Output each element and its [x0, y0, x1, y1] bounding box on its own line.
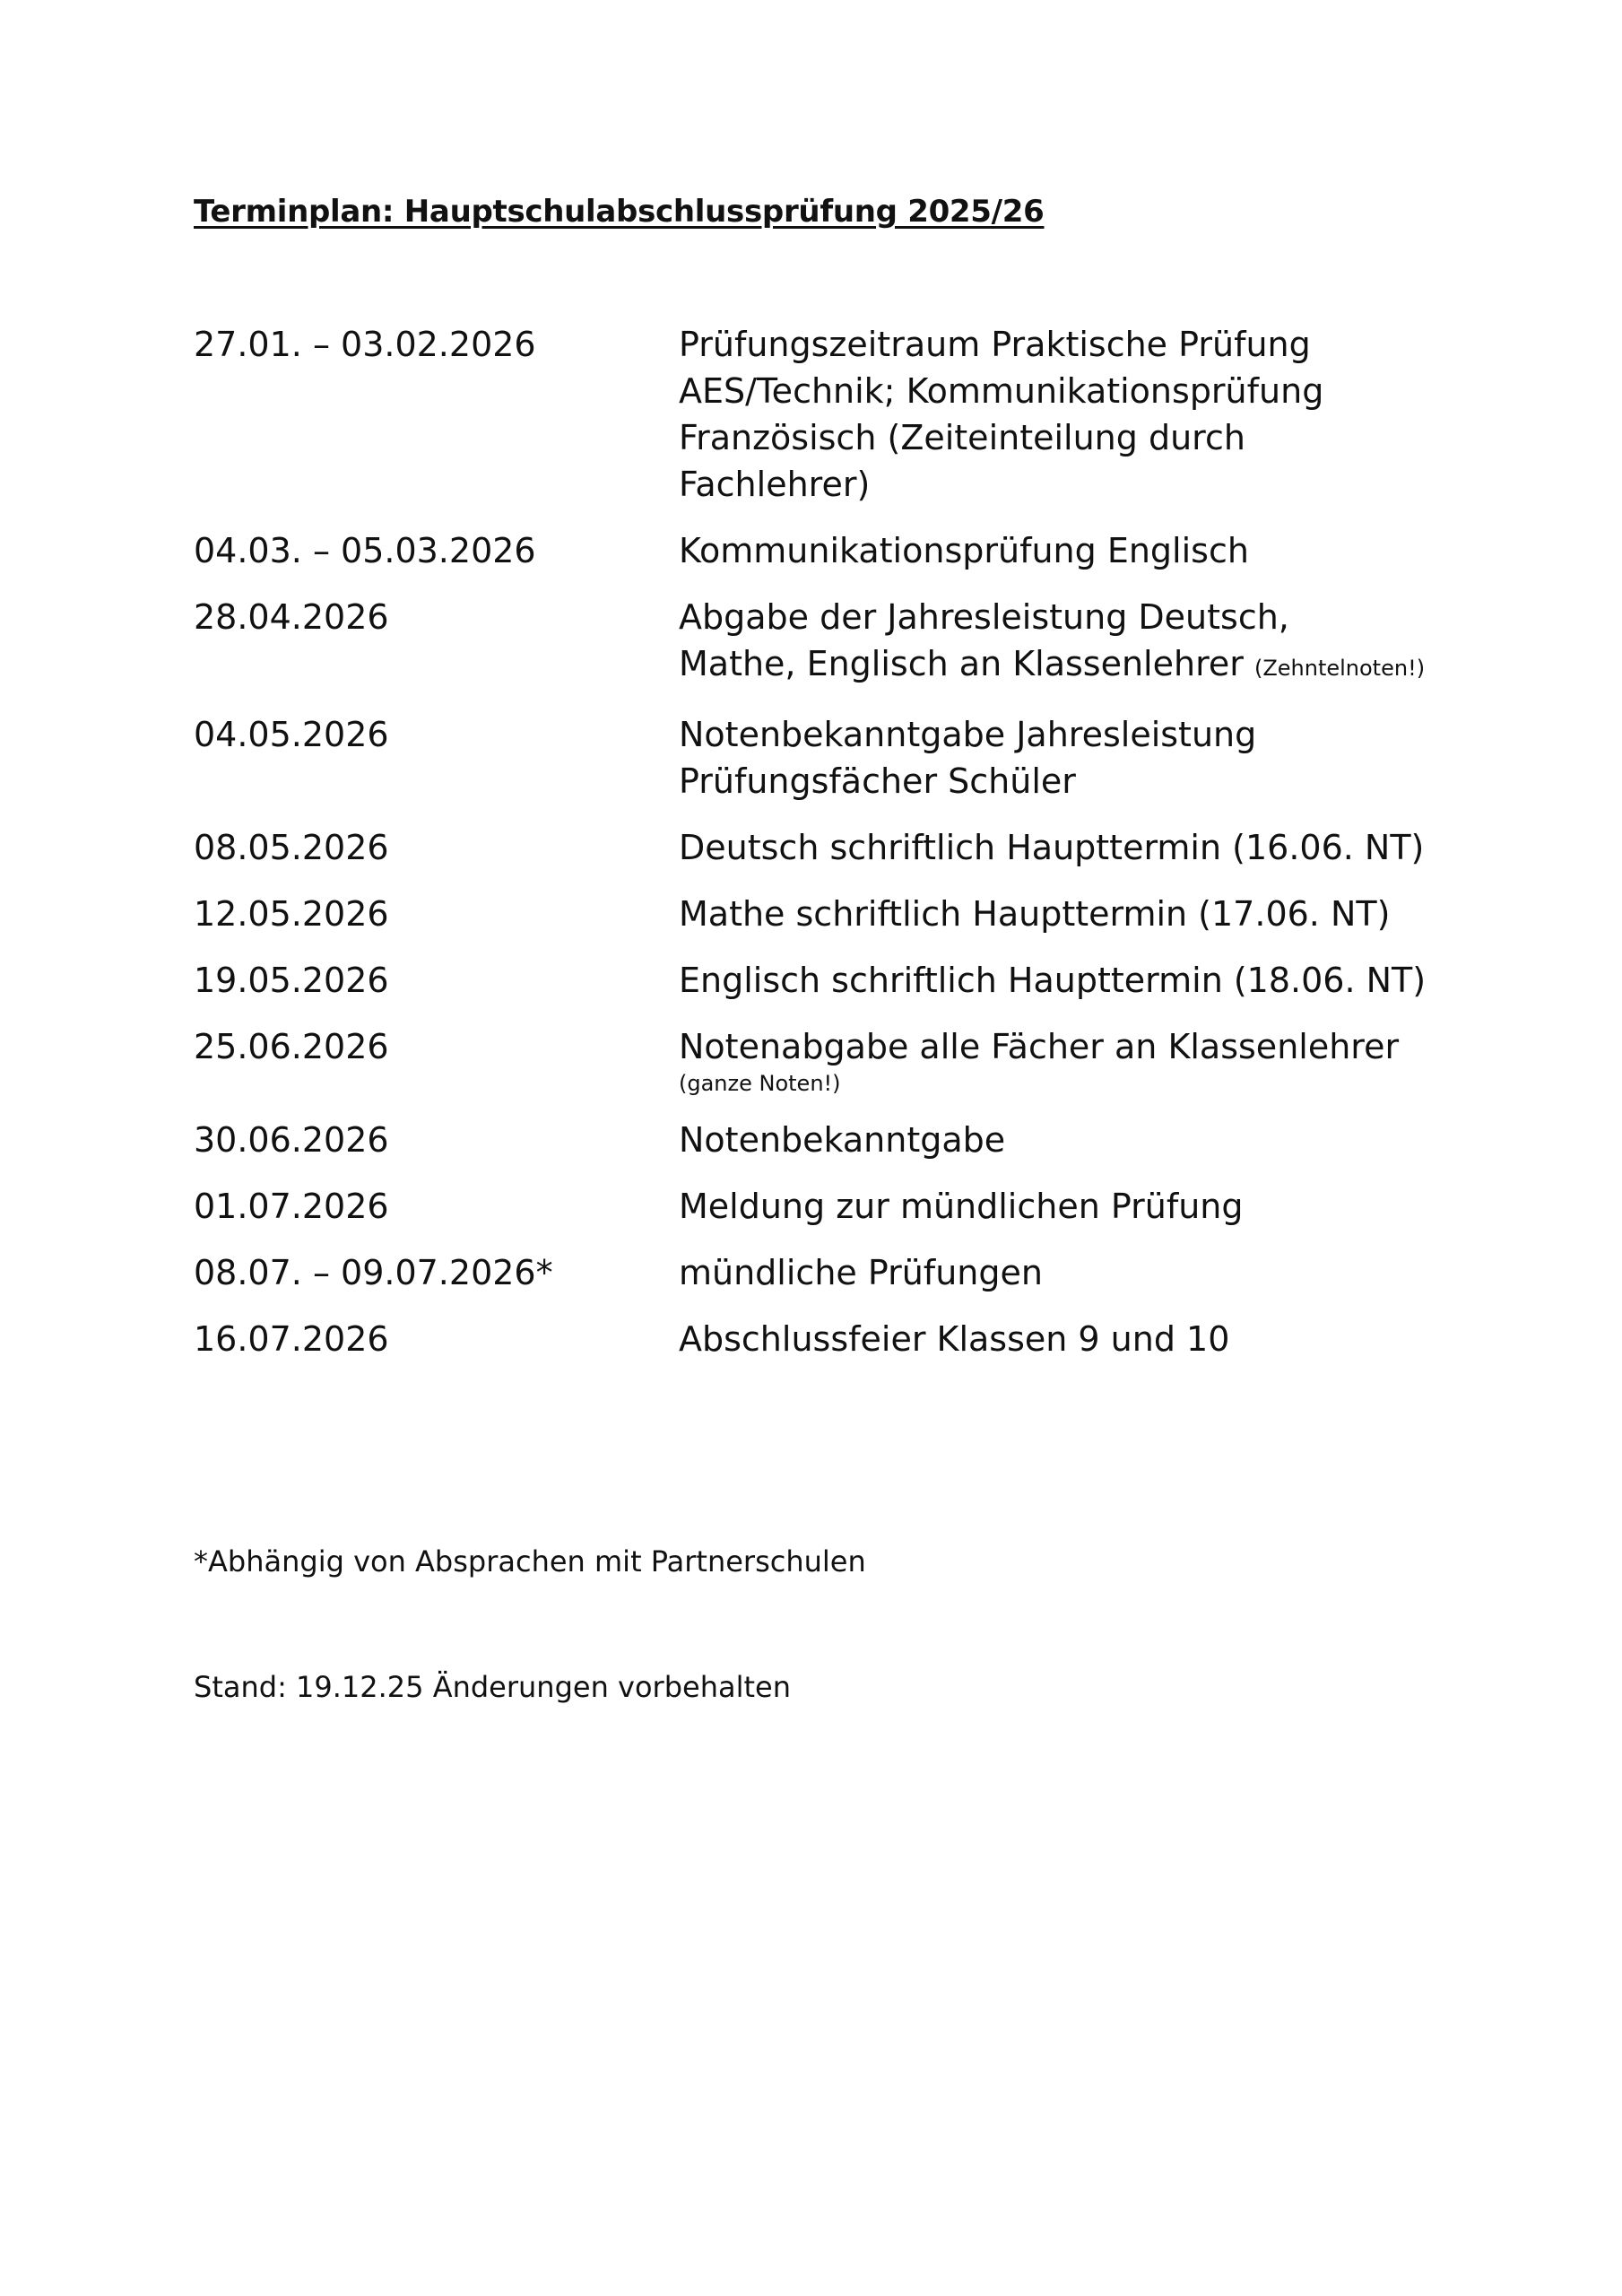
schedule-description [679, 1183, 1450, 1230]
schedule-description [679, 1249, 1450, 1296]
footnote: *Abhängig von Absprachen mit Partnerschulen [194, 1544, 866, 1578]
schedule-row [194, 824, 1467, 871]
schedule-date: 08.05.2026 [194, 828, 389, 867]
description-line: Notenbekanntgabe [679, 1120, 1006, 1160]
schedule-row [194, 1316, 1467, 1362]
schedule-row [194, 957, 1467, 1004]
schedule-description [679, 321, 1450, 508]
schedule-row [194, 1249, 1467, 1296]
description-line: Deutsch schriftlich Haupttermin (16.06. NT) [679, 828, 1425, 867]
schedule-description [679, 891, 1450, 937]
schedule-description [679, 711, 1450, 804]
description-line: Kommunikationsprüfung Englisch [679, 531, 1249, 570]
document-title: Terminplan: Hauptschulabschlussprüfung 2025/26 [194, 194, 1045, 230]
description-line: mündliche Prüfungen [679, 1253, 1043, 1292]
schedule-description [679, 1316, 1450, 1362]
schedule-description [679, 527, 1450, 574]
schedule-description [679, 1117, 1450, 1163]
schedule-description [679, 957, 1450, 1004]
schedule-row [194, 891, 1467, 937]
schedule-date: 19.05.2026 [194, 961, 389, 1000]
schedule-table [194, 321, 1467, 1382]
schedule-date: 08.07. – 09.07.2026* [194, 1253, 553, 1292]
grade-note: (ganze Noten!) [679, 1071, 841, 1096]
schedule-row [194, 1183, 1467, 1230]
description-line: Fachlehrer) [679, 465, 871, 504]
schedule-date: 28.04.2026 [194, 597, 389, 637]
schedule-date: 12.05.2026 [194, 894, 389, 934]
description-line-with-note [679, 640, 1450, 691]
schedule-date: 27.01. – 03.02.2026 [194, 325, 536, 364]
schedule-row [194, 1117, 1467, 1163]
description-line: Prüfungszeitraum Praktische Prüfung [679, 325, 1311, 364]
schedule-row [194, 711, 1467, 804]
schedule-date: 16.07.2026 [194, 1319, 389, 1359]
description-line: Abschlussfeier Klassen 9 und 10 [679, 1319, 1230, 1359]
schedule-description [679, 594, 1450, 691]
description-line: Abgabe der Jahresleistung Deutsch, [679, 597, 1289, 637]
description-line: Notenabgabe alle Fächer an Klassenlehrer [679, 1027, 1400, 1066]
description-line: AES/Technik; Kommunikationsprüfung [679, 371, 1324, 411]
description-line: Notenbekanntgabe Jahresleistung [679, 715, 1257, 754]
schedule-description [679, 824, 1450, 871]
schedule-date: 01.07.2026 [194, 1187, 389, 1226]
schedule-row [194, 321, 1467, 508]
description-line: Englisch schriftlich Haupttermin (18.06. NT) [679, 961, 1427, 1000]
description-line: Französisch (Zeiteinteilung durch [679, 418, 1245, 457]
schedule-date: 04.03. – 05.03.2026 [194, 531, 536, 570]
description-line: Meldung zur mündlichen Prüfung [679, 1187, 1244, 1226]
grade-note: (Zehntelnoten!) [1253, 656, 1426, 681]
schedule-date: 04.05.2026 [194, 715, 389, 754]
description-line: Mathe schriftlich Haupttermin (17.06. NT) [679, 894, 1391, 934]
schedule-date: 25.06.2026 [194, 1027, 389, 1066]
description-line: Prüfungsfächer Schüler [679, 761, 1076, 801]
schedule-description [679, 1023, 1450, 1097]
schedule-date: 30.06.2026 [194, 1120, 389, 1160]
schedule-row [194, 594, 1467, 691]
revision-note: Stand: 19.12.25 Änderungen vorbehalten [194, 1670, 791, 1704]
description-line: Mathe, Englisch an Klassenlehrer [679, 644, 1244, 683]
schedule-row [194, 1023, 1467, 1097]
schedule-row [194, 527, 1467, 574]
